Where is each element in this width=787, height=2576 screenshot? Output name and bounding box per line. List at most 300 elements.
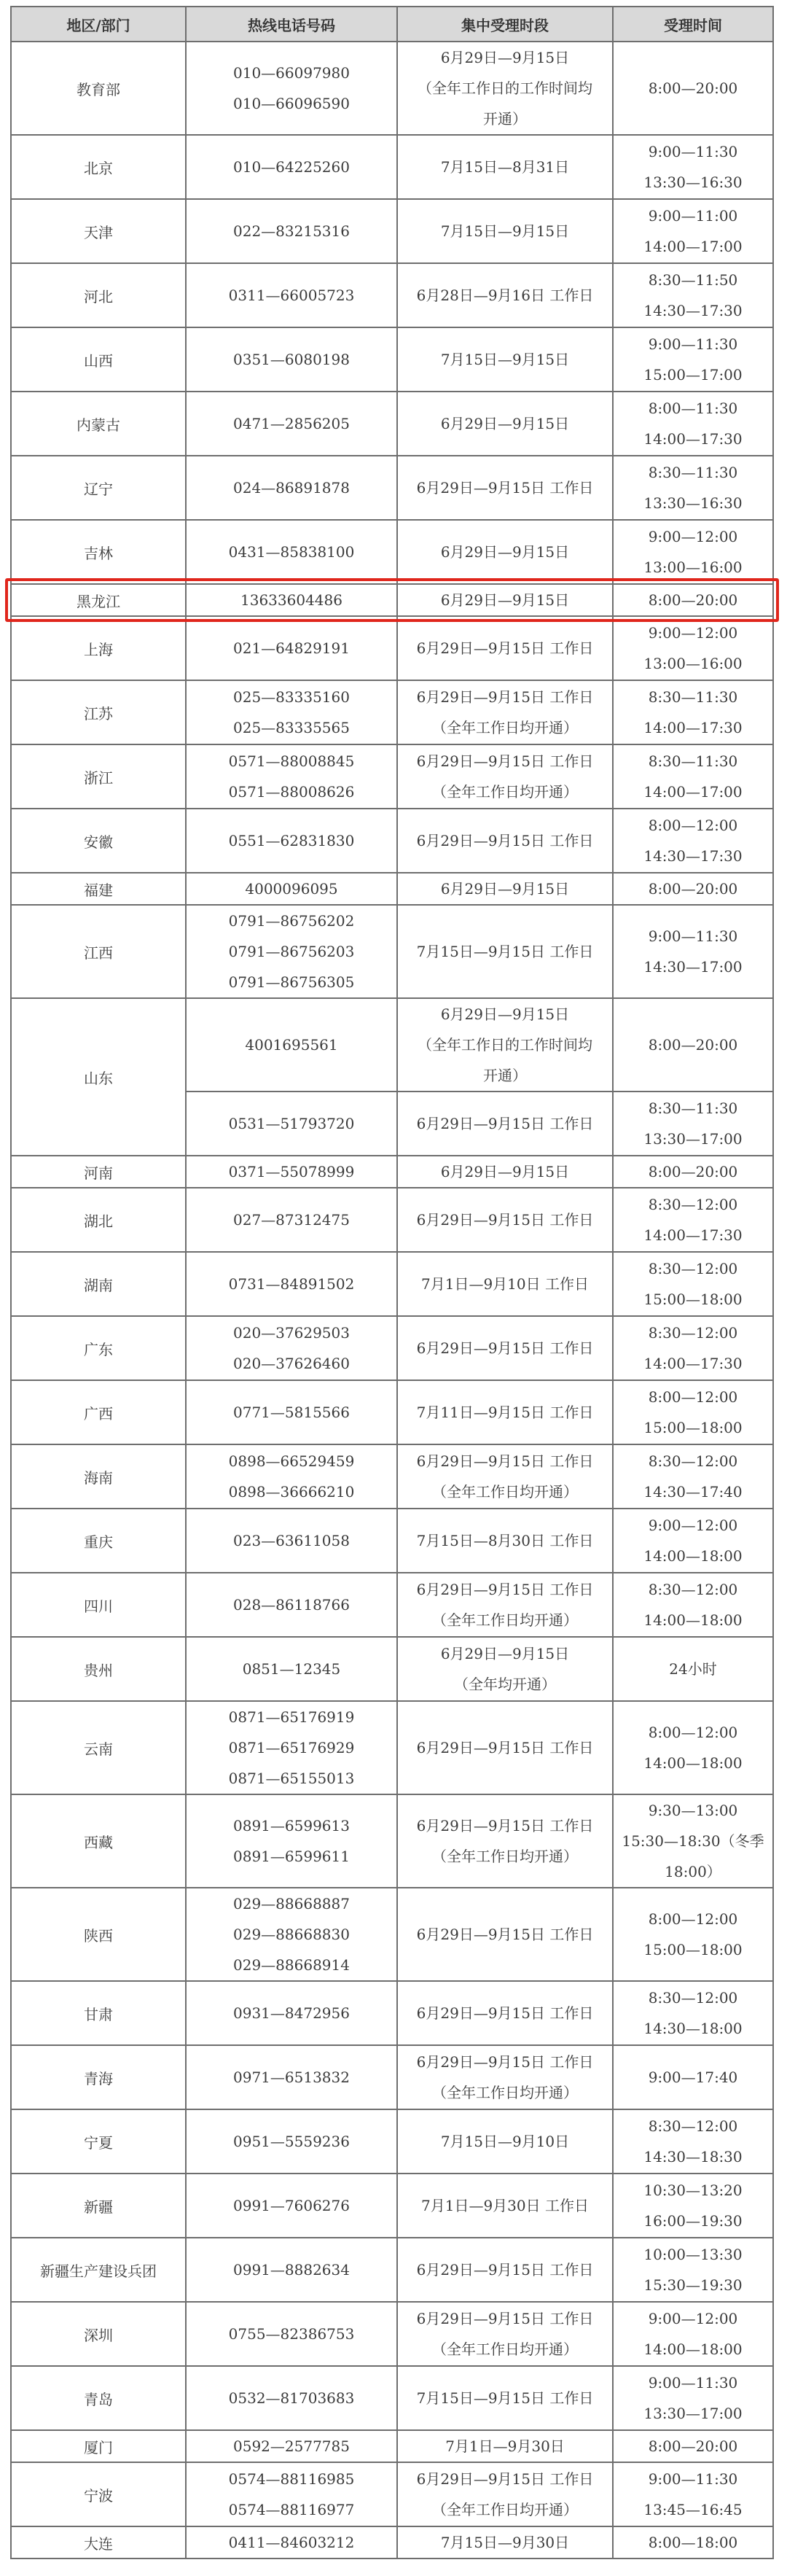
hours-line: 13:30—17:00 [643,2405,743,2422]
hours-line: 13:30—17:00 [643,1130,743,1148]
period-line: 6月29日—9月15日 工作日 [416,479,594,497]
period-cell [397,744,613,809]
region-cell: 厦门 [11,2430,186,2462]
region-cell: 吉林 [11,520,186,584]
phone-number: 0991—7606276 [233,2197,350,2214]
hours-line: 9:30—13:00 [648,1802,738,1819]
hours-line: 8:00—12:00 [648,1724,738,1741]
hours-line: 13:00—16:00 [643,559,743,576]
hours-line: 14:30—17:30 [643,302,743,319]
period-line: 7月15日—9月10日 [440,2133,570,2150]
period-cell [397,873,613,905]
phone-number: 024—86891878 [233,479,350,497]
table-row [11,263,773,327]
phone-number: 0891—6599611 [233,1848,350,1865]
hours-line: 8:00—18:00 [648,2534,738,2551]
phone-number: 0898—36666210 [228,1483,355,1501]
header-period: 集中受理时段 [397,7,613,42]
period-line: 6月29日—9月15日 工作日 [416,1739,594,1756]
period-line: （全年工作日均开通） [432,2084,578,2101]
hotline-table [10,6,774,2559]
hours-cell [613,1316,773,1380]
region-cell: 四川 [11,1573,186,1637]
region-cell: 宁波 [11,2462,186,2526]
period-line: 6月29日—9月15日 工作日 [416,688,594,706]
phone-cell [186,744,397,809]
hours-line: 8:30—12:00 [648,1324,738,1342]
phone-cell [186,1573,397,1637]
period-cell [397,2366,613,2430]
hours-line: 14:00—18:00 [643,1611,743,1629]
phone-cell [186,2109,397,2174]
hours-line: 8:30—12:00 [648,1260,738,1277]
phone-number: 0411—84603212 [228,2534,355,2551]
phone-cell [186,2302,397,2366]
phone-number: 13633604486 [240,591,342,609]
hours-line: 8:30—12:00 [648,1452,738,1470]
phone-number: 020—37626460 [233,1355,350,1372]
period-cell [397,1316,613,1380]
phone-number: 010—66096590 [233,95,350,112]
hours-line: 9:00—11:00 [648,207,738,225]
hours-line: 13:45—16:45 [643,2501,743,2518]
phone-cell [186,42,397,135]
hours-cell [613,744,773,809]
phone-cell [186,1156,397,1188]
phone-number: 0571—88008626 [228,783,355,801]
region-cell: 教育部 [11,42,186,135]
phone-cell [186,327,397,392]
phone-cell [186,263,397,327]
region-cell: 新疆生产建设兵团 [11,2238,186,2302]
hours-line: 14:00—17:00 [643,238,743,255]
period-cell [397,1888,613,1981]
phone-number: 4001695561 [245,1036,338,1054]
table-row [11,2430,773,2462]
table-row [11,1444,773,1509]
hours-cell [613,1252,773,1316]
table-row [11,2238,773,2302]
region-cell: 山东 [11,998,186,1156]
phone-number: 0755—82386753 [228,2325,355,2343]
table-row [11,616,773,680]
hours-cell [613,680,773,744]
table-row [11,1981,773,2045]
hours-line: 15:30—19:30 [643,2276,743,2294]
region-cell: 大连 [11,2526,186,2559]
table-row [11,905,773,998]
period-line: 6月29日—9月15日 [440,880,570,898]
period-line: 6月29日—9月15日 工作日 [416,1211,594,1229]
hours-cell [613,135,773,199]
phone-number: 010—66097980 [233,64,350,82]
table-row [11,42,773,135]
table-row [11,680,773,744]
hours-line: 9:00—17:40 [648,2069,738,2086]
hours-line: 8:30—12:00 [648,1989,738,2007]
period-cell [397,1252,613,1316]
phone-cell [186,2430,397,2462]
hours-line: 9:00—12:00 [648,528,738,545]
region-cell: 青海 [11,2045,186,2109]
period-cell [397,2238,613,2302]
phone-number: 029—88668914 [233,1956,350,1974]
header-region: 地区/部门 [11,7,186,42]
hours-cell [613,42,773,135]
hours-line: 14:30—17:00 [643,958,743,976]
region-cell: 陕西 [11,1888,186,1981]
region-cell: 深圳 [11,2302,186,2366]
hours-cell [613,873,773,905]
period-line: （全年工作日均开通） [432,2501,578,2518]
hours-cell [613,1509,773,1573]
hours-line: 8:00—20:00 [648,79,738,97]
hotline-document [10,6,772,2559]
hours-line: 16:00—19:30 [643,2212,743,2230]
region-cell: 青岛 [11,2366,186,2430]
phone-cell [186,2238,397,2302]
phone-number: 0871—65155013 [228,1770,355,1787]
hours-line: 24小时 [669,1660,717,1678]
hours-cell [613,809,773,873]
phone-cell [186,2366,397,2430]
period-line: 6月29日—9月15日 工作日 [416,1581,594,1598]
region-cell: 广西 [11,1380,186,1444]
phone-cell [186,1092,397,1156]
region-cell: 江苏 [11,680,186,744]
period-cell [397,2302,613,2366]
hours-line: 8:00—12:00 [648,1910,738,1928]
hours-cell [613,1981,773,2045]
phone-cell [186,680,397,744]
period-line: 7月15日—9月15日 [440,222,570,240]
phone-number: 0771—5815566 [233,1404,350,1421]
hours-line: 14:00—17:00 [643,783,743,801]
phone-number: 0574—88116977 [228,2501,355,2518]
region-cell: 云南 [11,1701,186,1794]
phone-cell [186,2462,397,2526]
table-body [11,42,773,2559]
period-line: 6月29日—9月15日 [440,591,570,609]
period-cell [397,1637,613,1701]
hours-cell [613,1092,773,1156]
period-cell [397,680,613,744]
hours-line: 9:00—11:30 [648,335,738,353]
hours-cell [613,2045,773,2109]
period-cell [397,2462,613,2526]
hours-line: 15:00—18:00 [643,1941,743,1958]
table-row [11,744,773,809]
hours-line: 9:00—12:00 [648,1517,738,1534]
period-cell [397,1188,613,1252]
phone-cell [186,1637,397,1701]
hours-line: 14:00—17:30 [643,430,743,448]
phone-cell [186,2045,397,2109]
period-line: 6月29日—9月15日 工作日 [416,2053,594,2071]
hours-line: 9:00—11:30 [648,2374,738,2392]
table-row [11,1252,773,1316]
period-line: 6月29日—9月15日 工作日 [416,1452,594,1470]
table-row [11,520,773,584]
phone-number: 0532—81703683 [228,2389,355,2407]
hours-cell [613,199,773,263]
hours-line: 10:30—13:20 [643,2182,743,2199]
phone-number: 0871—65176919 [228,1708,355,1726]
region-cell: 西藏 [11,1794,186,1888]
hours-cell [613,584,773,616]
phone-number: 0851—12345 [242,1660,341,1678]
period-cell [397,456,613,520]
phone-cell [186,809,397,873]
period-cell [397,1701,613,1794]
period-line: 6月29日—9月15日 [440,1645,570,1662]
phone-number: 0871—65176929 [228,1739,355,1756]
region-cell: 广东 [11,1316,186,1380]
table-row [11,392,773,456]
region-cell: 黑龙江 [11,584,186,616]
hours-cell [613,392,773,456]
region-cell: 贵州 [11,1637,186,1701]
table-row [11,1380,773,1444]
region-cell: 福建 [11,873,186,905]
period-cell [397,520,613,584]
table-row [11,135,773,199]
hours-line: 8:30—11:30 [648,1100,738,1117]
period-cell [397,809,613,873]
hours-line: 8:30—11:30 [648,688,738,706]
period-cell [397,1981,613,2045]
table-row [11,998,773,1092]
period-cell [397,2045,613,2109]
table-row [11,1888,773,1981]
period-line: 7月15日—9月15日 工作日 [416,2389,594,2407]
region-cell: 天津 [11,199,186,263]
hours-cell [613,1156,773,1188]
hours-line: 13:00—16:00 [643,655,743,672]
period-line: 6月29日—9月15日 [440,415,570,432]
period-line: （全年工作日均开通） [432,1611,578,1629]
phone-number: 028—86118766 [233,1596,350,1614]
hours-line: 14:00—18:00 [643,1547,743,1565]
header-hours: 受理时间 [613,7,773,42]
period-line: 6月29日—9月15日 [440,49,570,66]
period-line: （全年工作日均开通） [432,1848,578,1865]
phone-number: 025—83335160 [233,688,350,706]
phone-number: 4000096095 [245,880,338,898]
table-row [11,2109,773,2174]
period-line: 6月29日—9月15日 工作日 [416,1817,594,1834]
period-cell [397,2174,613,2238]
phone-number: 0592—2577785 [233,2437,350,2455]
table-row [11,1701,773,1794]
period-line: （全年均开通） [454,1676,556,1693]
period-line: （全年工作日均开通） [432,1483,578,1501]
phone-number: 027—87312475 [233,1211,350,1229]
phone-cell [186,135,397,199]
region-cell: 辽宁 [11,456,186,520]
phone-number: 0931—8472956 [233,2004,350,2022]
period-line: 7月11日—9月15日 工作日 [416,1404,594,1421]
period-line: 开通） [483,1067,527,1084]
hours-line: 14:30—17:40 [643,1483,743,1501]
table-row [11,2174,773,2238]
region-cell: 海南 [11,1444,186,1509]
table-row [11,2302,773,2366]
period-cell [397,1444,613,1509]
period-line: 6月29日—9月15日 工作日 [416,1926,594,1943]
phone-number: 0571—88008845 [228,752,355,770]
hours-line: 8:00—20:00 [648,1036,738,1054]
phone-number: 0791—86756202 [228,912,355,930]
phone-number: 0951—5559236 [233,2133,350,2150]
phone-cell [186,1701,397,1794]
hours-line: 9:00—12:00 [648,2310,738,2327]
hours-cell [613,1444,773,1509]
table-row [11,2526,773,2559]
period-line: 7月15日—9月15日 [440,351,570,368]
hours-line: 14:00—18:00 [643,2340,743,2358]
phone-number: 0971—6513832 [233,2069,350,2086]
table-row [11,1794,773,1888]
table-row [11,809,773,873]
hours-line: 15:00—17:00 [643,366,743,384]
hours-cell [613,1573,773,1637]
phone-cell [186,616,397,680]
hours-line: 14:30—18:30 [643,2148,743,2166]
hours-cell [613,2174,773,2238]
hours-cell [613,905,773,998]
phone-number: 020—37629503 [233,1324,350,1342]
period-line: 6月29日—9月15日 [440,543,570,561]
region-cell: 甘肃 [11,1981,186,2045]
hours-cell [613,616,773,680]
period-line: （全年工作日均开通） [432,2340,578,2358]
period-line: 开通） [483,110,527,128]
period-cell [397,392,613,456]
period-cell [397,135,613,199]
phone-number: 0431—85838100 [228,543,355,561]
period-line: 6月29日—9月15日 工作日 [416,832,594,849]
region-cell: 安徽 [11,809,186,873]
hours-line: 14:00—18:00 [643,1754,743,1772]
period-cell [397,263,613,327]
phone-cell [186,873,397,905]
phone-number: 0471—2856205 [233,415,350,432]
hours-line: 8:30—12:00 [648,1196,738,1213]
period-line: 6月29日—9月15日 工作日 [416,2470,594,2488]
period-cell [397,998,613,1092]
phone-cell [186,998,397,1092]
region-cell: 河北 [11,263,186,327]
period-cell [397,1156,613,1188]
table-row [11,1509,773,1573]
table-row [11,1637,773,1701]
phone-number: 0371—55078999 [228,1163,355,1180]
period-cell [397,584,613,616]
period-line: 6月29日—9月15日 工作日 [416,752,594,770]
hours-cell [613,1188,773,1252]
period-line: （全年工作日的工作时间均 [418,79,592,97]
hours-line: 13:30—16:30 [643,494,743,512]
table-row [11,1188,773,1252]
period-cell [397,2109,613,2174]
table-row [11,1573,773,1637]
period-line: 6月29日—9月15日 工作日 [416,1339,594,1357]
region-cell: 湖北 [11,1188,186,1252]
hours-cell [613,1380,773,1444]
period-line: 6月29日—9月15日 工作日 [416,2310,594,2327]
table-row [11,456,773,520]
hours-line: 8:00—11:30 [648,400,738,417]
hours-cell [613,520,773,584]
hours-line: 8:00—20:00 [648,1163,738,1180]
phone-number: 029—88668830 [233,1926,350,1943]
region-cell: 重庆 [11,1509,186,1573]
hours-line: 14:00—17:30 [643,719,743,736]
phone-cell [186,1888,397,1981]
phone-cell [186,1794,397,1888]
hours-line: 9:00—12:00 [648,624,738,642]
period-line: 6月29日—9月15日 工作日 [416,1115,594,1132]
phone-number: 023—63611058 [233,1532,350,1549]
hours-line: 18:00） [665,1863,721,1880]
hours-cell [613,1637,773,1701]
hours-line: 15:30—18:30（冬季 [622,1832,764,1850]
phone-cell [186,1444,397,1509]
hours-cell [613,456,773,520]
phone-cell [186,520,397,584]
period-line: 7月1日—9月10日 工作日 [421,1275,589,1293]
period-cell [397,42,613,135]
table-row [11,2045,773,2109]
period-cell [397,1380,613,1444]
hours-line: 8:00—20:00 [648,2437,738,2455]
phone-cell [186,456,397,520]
hours-line: 15:00—18:00 [643,1291,743,1308]
region-cell: 河南 [11,1156,186,1188]
region-cell: 湖南 [11,1252,186,1316]
period-line: 6月29日—9月15日 工作日 [416,2261,594,2279]
period-cell [397,1509,613,1573]
period-line: 7月15日—9月15日 工作日 [416,943,594,960]
phone-number: 022—83215316 [233,222,350,240]
region-cell: 江西 [11,905,186,998]
phone-cell [186,1252,397,1316]
period-line: 7月1日—9月30日 工作日 [421,2197,589,2214]
period-cell [397,1573,613,1637]
hours-cell [613,1888,773,1981]
period-line: 6月29日—9月15日 工作日 [416,2004,594,2022]
hours-line: 14:30—17:30 [643,847,743,865]
region-cell: 浙江 [11,744,186,809]
phone-cell [186,1509,397,1573]
period-cell [397,905,613,998]
region-cell: 上海 [11,616,186,680]
region-cell: 北京 [11,135,186,199]
hours-cell [613,2302,773,2366]
region-cell: 山西 [11,327,186,392]
phone-cell [186,2526,397,2559]
period-line: 6月28日—9月16日 工作日 [416,287,594,304]
period-line: 6月29日—9月15日 [440,1005,570,1023]
hours-line: 9:00—11:30 [648,927,738,945]
region-cell: 宁夏 [11,2109,186,2174]
hours-cell [613,998,773,1092]
hours-cell [613,2462,773,2526]
hours-cell [613,1794,773,1888]
period-line: 7月1日—9月30日 [445,2437,565,2455]
hours-line: 8:30—11:50 [648,271,738,289]
